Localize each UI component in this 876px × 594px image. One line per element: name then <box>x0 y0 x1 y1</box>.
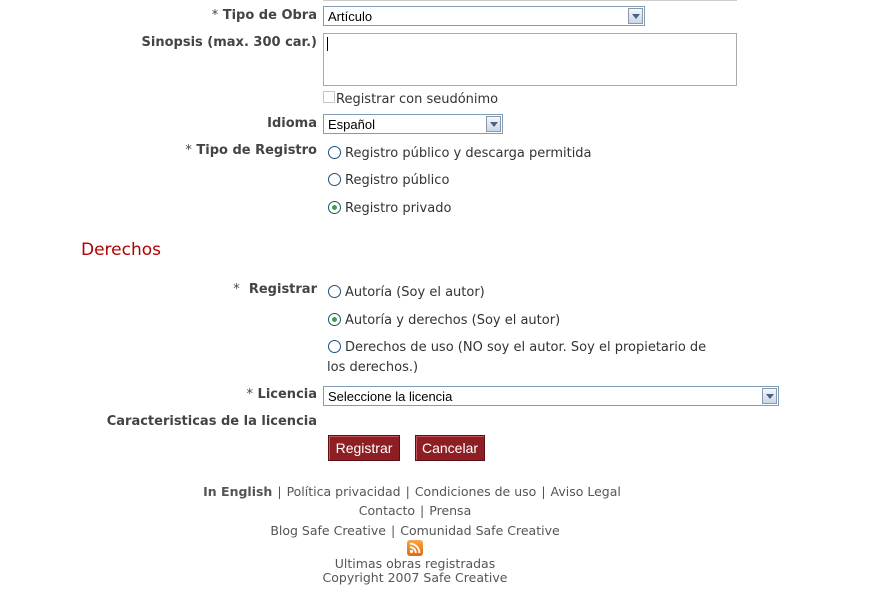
radio-autoria[interactable] <box>328 285 341 298</box>
seudonimo-checkbox[interactable] <box>323 91 335 103</box>
footer-row-3: Blog Safe Creative | Comunidad Safe Creative <box>270 523 560 538</box>
registro-privado-label: Registro privado <box>345 201 452 216</box>
condiciones-link[interactable]: Condiciones de uso <box>414 484 537 499</box>
rss-icon[interactable] <box>407 540 423 556</box>
idioma-label: Idioma <box>267 116 317 131</box>
footer-row-2: Contacto | Prensa <box>358 503 472 518</box>
autoria-label: Autoría (Soy el autor) <box>345 285 485 300</box>
ultimas-obras-link[interactable]: Ultimas obras registradas <box>334 556 496 571</box>
comunidad-link[interactable]: Comunidad Safe Creative <box>400 523 560 538</box>
sinopsis-textarea[interactable] <box>323 33 737 86</box>
contacto-link[interactable]: Contacto <box>358 503 416 518</box>
privacidad-link[interactable]: Política privacidad <box>286 484 401 499</box>
radio-derechos-uso[interactable] <box>328 340 341 353</box>
registrar-label: * Registrar <box>233 282 317 297</box>
derechos-uso-label-cont: los derechos.) <box>327 360 419 375</box>
caracteristicas-label: Caracteristicas de la licencia <box>106 414 317 429</box>
tipo-obra-label: * Tipo de Obra <box>211 8 317 23</box>
chevron-down-icon[interactable] <box>486 116 501 132</box>
aviso-legal-link[interactable]: Aviso Legal <box>550 484 621 499</box>
registrar-button[interactable]: Registrar <box>328 435 400 461</box>
footer-row-1: In English | Política privacidad | Condiciones de uso | Aviso Legal <box>203 484 621 499</box>
licencia-value: Seleccione la licencia <box>328 389 453 404</box>
tipo-obra-select[interactable] <box>323 6 645 26</box>
radio-registro-publico-descarga[interactable] <box>328 146 341 159</box>
tipo-registro-label: * Tipo de Registro <box>185 143 317 158</box>
derechos-uso-label: Derechos de uso (NO soy el autor. Soy el propietario de <box>345 340 707 355</box>
copyright: Copyright 2007 Safe Creative <box>322 570 508 585</box>
derechos-heading: Derechos <box>81 240 162 260</box>
idioma-select[interactable] <box>323 114 503 134</box>
licencia-label: * Licencia <box>246 387 317 402</box>
licencia-select[interactable] <box>323 386 779 406</box>
cancelar-button[interactable]: Cancelar <box>415 435 485 461</box>
text-cursor <box>327 37 328 51</box>
idioma-value: Español <box>328 117 375 132</box>
chevron-down-icon[interactable] <box>628 8 643 24</box>
in-english-link[interactable]: In English <box>203 484 273 499</box>
registro-publico-descarga-label: Registro público y descarga permitida <box>345 146 592 161</box>
sinopsis-label: Sinopsis (max. 300 car.) <box>141 35 317 50</box>
radio-registro-privado[interactable] <box>328 201 341 214</box>
radio-registro-publico[interactable] <box>328 173 341 186</box>
tipo-obra-value: Artículo <box>328 9 373 24</box>
blog-link[interactable]: Blog Safe Creative <box>270 523 386 538</box>
rss-glyph <box>407 540 423 556</box>
registro-publico-label: Registro público <box>345 173 450 188</box>
chevron-down-icon[interactable] <box>762 388 777 404</box>
radio-autoria-derechos[interactable] <box>328 313 341 326</box>
prensa-link[interactable]: Prensa <box>429 503 472 518</box>
seudonimo-label: Registrar con seudónimo <box>336 92 499 107</box>
autoria-derechos-label: Autoría y derechos (Soy el autor) <box>345 313 561 328</box>
top-divider <box>323 0 737 1</box>
